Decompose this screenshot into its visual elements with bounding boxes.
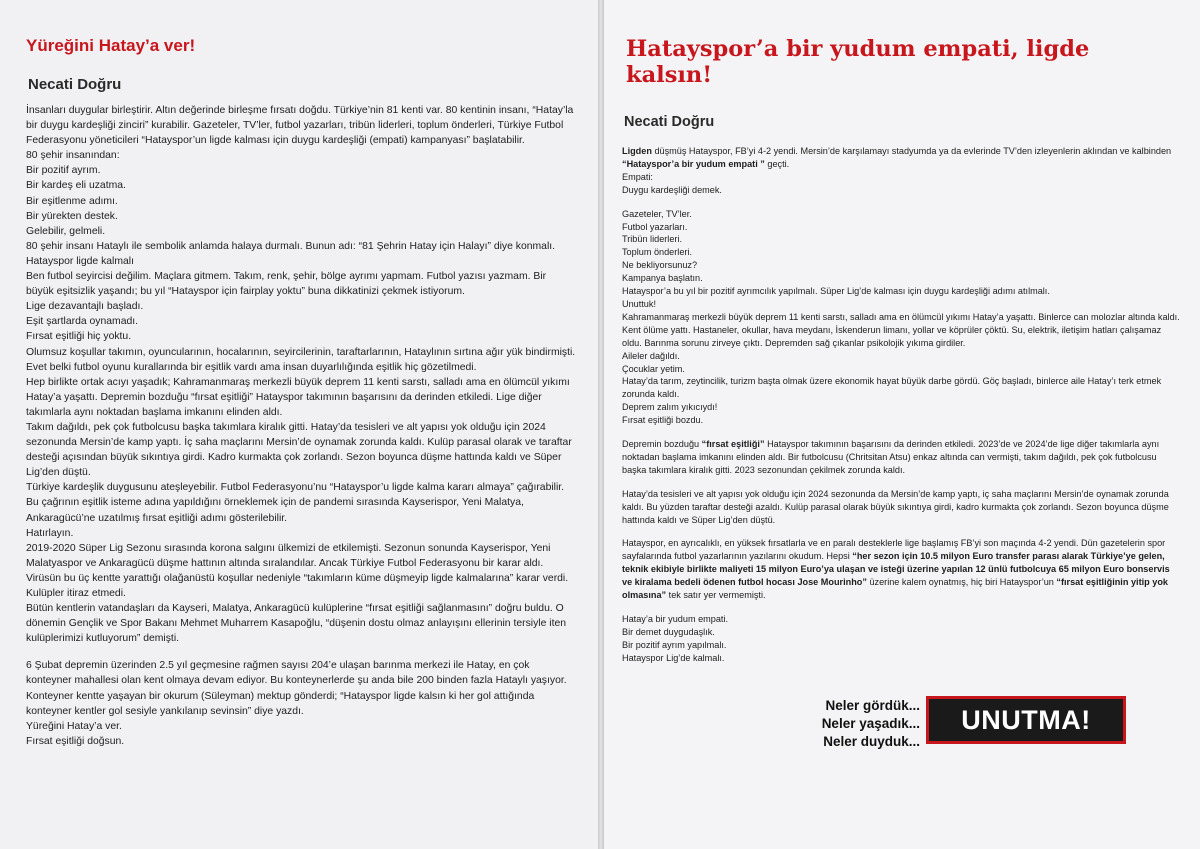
intro-bold-quote: “Hatayspor’a bir yudum empati ” [622, 158, 765, 169]
left-paragraph: Bir eşitlenme adımı. [26, 195, 118, 207]
para-text: Hatayspor takımının başarısını da derinden etkiledi. 2023’de ve 2024’de lige diğer takımlarla aynı noktadan başlama imkanını elinden aldı. Bir futbolcusu (Chritsitan Atsu) enkaz altında can vermişti, takım dağıldı, pek çok futbolcusu başka takımlara kiralık gitti. 2023 sezonundan çekilmek zorunda kaldı. [622, 439, 1160, 475]
slogan-line: Neler duyduk... [823, 734, 920, 749]
para-text: üzerine kalem oynatmış, hiç biri Hatayspor’un [866, 577, 1057, 588]
left-headline: Yüreğini Hatay’a ver! [26, 36, 196, 55]
right-line: Hatay’da tarım, zeytincilik, turizm başta olmak üzere ekonomik hayat büyük darbe gördü. Göç başladı, binlerce aile Hatay’ı terk etmek zorunda kaldı. [622, 376, 1162, 400]
intro-text-end: geçti. [764, 158, 790, 169]
para-bold: “fırsat eşitliği” [701, 439, 765, 450]
right-line: Aileler dağıldı. [622, 350, 680, 361]
para-bold: “fırsat eşitliğinin yitip yok olmasına” [622, 577, 1168, 601]
right-page [604, 0, 1200, 849]
left-paragraph: 6 Şubat depremin üzerinden 2.5 yıl geçmesine rağmen sayısı 204’e ulaşan barınma merkezi ile Hatay, en çok konteyner mahallesi olan kent olmaya devam ediyor. Bu konteynerlerde şu anda bile 200 binden fazla Hataylı yaşıyor. Konteyner kentte yaşayan bir okurum (Süleyman) mektup gönderdi; “Hatayspor ligde kalsın ki her gol attığında konteyner kentler gol sesiyle yankılanıp sevinsin” diye yazdı. [26, 660, 567, 717]
right-line: Çocuklar yetim. [622, 363, 685, 374]
slogan-line: Neler yaşadık... [821, 716, 920, 731]
left-paragraph: Fırsat eşitliği hiç yoktu. [26, 331, 132, 343]
intro-bold-lead: Ligden [622, 146, 652, 156]
right-line: Empati: [622, 171, 653, 182]
right-article-body [622, 145, 1180, 665]
right-line: Ne bekliyorsunuz? [622, 260, 698, 271]
left-paragraph: Hatırlayın. [26, 527, 74, 539]
right-line: Hatayspor’a bu yıl bir pozitif ayrımcılık yapılmalı. Süper Lig’de kalması için duygu kardeşliği adımı atılmalı. [622, 286, 1050, 297]
left-paragraph: Fırsat eşitliği doğsun. [26, 735, 125, 747]
right-line: Fırsat eşitliği bozdu. [622, 415, 704, 426]
left-paragraph: Eşit şartlarda oynamadı. [26, 316, 139, 328]
right-line: Kampanya başlatın. [622, 273, 703, 284]
left-paragraph: Olumsuz koşullar takımın, oyuncularının, hocalarının, seyircilerinin, taraftarlarının, Hataylının sırtına ağır yük bindirmişti. Evet belki futbol oyunu kurallarında bir eşitlik vardı ama insan duyarlılığında eşitlik hiç gözetilmedi. [26, 346, 576, 373]
right-line: Duygu kardeşliği demek. [622, 184, 722, 195]
right-closing-line: Bir demet duygudaşlık. [622, 626, 715, 637]
unutma-slogan [800, 694, 1140, 754]
left-paragraph: 2019-2020 Süper Lig Sezonu sırasında korona salgını ülkemizi de etkilemişti. Sezonun sonunda Kayserispor, Yeni Malatyaspor ve Ankaragücü düşme hattının altında sıralandılar. Ancak Türkiye Futbol Federasyonu bir karar aldı. Virüsün bu üç kentte yarattığı olağanüstü koşullar nedeniyle “takımların küme düşmeyip ligde kalmalarına” karar verdi. [26, 542, 569, 584]
para-text: Depremin bozduğu [622, 439, 702, 450]
left-paragraph: Kulüpler itiraz etmedi. [26, 588, 126, 599]
left-paragraph: Lige dezavantajlı başladı. [26, 301, 144, 313]
left-paragraph: Bir pozitif ayrım. [26, 165, 101, 177]
right-line: Deprem zalım yıkıcıydı! [622, 402, 718, 413]
right-closing-line: Hatay’a bir yudum empati. [622, 614, 728, 624]
paragraph-spacer [622, 526, 1180, 537]
left-paragraph: Bir yürekten destek. [26, 210, 118, 222]
right-line: Gazeteler, TV’ler. [622, 208, 692, 219]
left-paragraph: 80 şehir insanından: [26, 150, 120, 162]
right-headline: Hatayspor’a bir yudum empati, ligde kalsın! [626, 36, 1090, 88]
left-paragraph: Bütün kentlerin vatandaşları da Kayseri, Malatya, Ankaragücü kulüplerine “fırsat eşitliği sağlanmasını” doğru buldu. O dönemin Gençlik ve Spor Bakanı Mehmet Muharrem Kasapoğlu, “düşenin dostu olmaz anlayışını ellerinin tersiyle iten kulüplerimizi kutluyorum” demişti. [26, 603, 567, 645]
paragraph-spacer [622, 197, 1180, 208]
right-closing-line: Bir pozitif ayrım yapılmalı. [622, 639, 727, 650]
right-line: Futbol yazarları. [622, 221, 688, 232]
left-paragraph: Gelebilir, gelmeli. [26, 225, 106, 237]
para-bold: “her sezon için 10.5 milyon Euro transfer parası alarak Türkiye’ye gelen, teknik ekibiyle birlikte maliyeti 15 milyon Euro’ya ulaşan ve isteği üzerine yapılan 12 ünlü futbolcuya 65 milyon Euro bonservis ve kiralama bedeli ödenen futbol hocası Jose Mourinho” [622, 551, 1170, 588]
paragraph-spacer [622, 602, 1180, 613]
right-author: Necati Doğru [624, 114, 715, 130]
left-paragraph: Türkiye kardeşlik duygusunu ateşleyebilir. Futbol Federasyonu’nu “Hatayspor’u ligde kalma kararı almaya” çağırabilir. Bu çağrının eşitlik isteme adına yapıldığını örneklemek için de pandemi sırasında Kayserispor, Yeni Malatya, Ankaragücü’ne uzatılmış fırsat eşitliği adımı gösterilebilir. [26, 482, 565, 524]
left-page [0, 0, 598, 849]
intro-text: düşmüş Hatayspor, FB’yi 4-2 yendi. Mersin’de karşılamayı stadyumda ya da evlerinde TV’den izleyenlerin aklından ve kalbinden [651, 146, 1172, 156]
slogan-line: Neler gördük... [825, 698, 920, 713]
left-paragraph: Takım dağıldı, pek çok futbolcusu başka takımlara kiralık gitti. Hatay’da tesisleri ve alt yapısı yok olduğu için 2024 sezonunda Mersin’de kamp yaptı. İç saha maçlarını Mersin’de oynamak zorunda kaldı. Kulüp parasal olarak ve taraftar desteği açısından büyük sıkıntıya girdi. Kadro kurmakta çok zorlandı. Sezon boyunca düşme hattında kaldı ve Süper Lig’den düştü. [26, 421, 572, 479]
left-paragraph: Hep birlikte ortak acıyı yaşadık; Kahramanmaraş merkezli büyük deprem 11 kenti sarstı, salladı ama en ölümcül yıkımı Hatay’a yaşattı. Depremin bozduğu “fırsat eşitliği” Hatayspor takımının başarısını da derinden etkiledi. Lige diğer takımlarla aynı noktadan başlama imkanını elinden aldı. [26, 376, 570, 418]
para-text: tek satır yer vermemişti. [666, 590, 766, 601]
paragraph-spacer [622, 477, 1180, 488]
right-intro [622, 145, 1180, 171]
left-paragraph: 80 şehir insanı Hataylı ile sembolik anlamda halaya durmalı. Bunun adı: “81 Şehrin Hatay için Halayı” diye konmalı. [26, 240, 556, 252]
left-paragraph: Yüreğini Hatay’a ver. [26, 720, 122, 732]
unutma-badge: UNUTMA! [926, 696, 1126, 744]
right-line: Unuttuk! [622, 298, 656, 309]
slogan-lines [800, 697, 920, 751]
left-paragraph: Ben futbol seyircisi değilim. Maçlara gitmem. Takım, renk, şehir, bölge ayrımı yapmam. Futbol yazısı yazmam. Bir büyük eşitsizlik yaşandı; bu yıl “Hatayspor için fairplay yoktu” buna dikkatinizi çekmek istiyorum. [26, 271, 547, 298]
right-paragraph-mersin: Hatay’da tesisleri ve alt yapısı yok olduğu için 2024 sezonunda da Mersin’de kamp yaptı, iç saha maçlarını Mersin’de oynamak zorunda kaldı. Bu yüzden taraftar desteği azaldı. Kulüp parasal olarak büyük sıkıntıya girdi, kadro kurmakta çok zorlandı. Sezon boyunca düşme hattında kaldı ve Süper Lig’den düştü. [622, 488, 1169, 525]
right-paragraph-deprem [622, 438, 1180, 477]
right-closing-line: Hatayspor Lig’de kalmalı. [622, 652, 725, 663]
right-line: Kahramanmaraş merkezli büyük deprem 11 kenti sarstı, salladı ama en ölümcül yıkımı Hatay’a yaşattı. Binlerce can molozlar altında kaldı. Kent ölüme yattı. Hastaneler, okullar, hava meydanı, İskenderun limanı, yollar ve köprüler çöktü. Su, elektrik, iletişim hatları çalışamaz oldu. Barınma sorunu zirveye çıktı. Depremden sağ çıkanlar psikolojik yıkıma girdiler. [622, 311, 1180, 348]
paragraph-spacer [26, 646, 576, 658]
paragraph-spacer [622, 427, 1180, 438]
left-paragraph: Bir kardeş eli uzatma. [26, 180, 126, 192]
left-subhead: Hatayspor ligde kalmalı [26, 255, 134, 267]
para-text: Hatayspor, en ayrıcalıklı, en yüksek fırsatlarla ve en paralı desteklerle lige başlamış FB’yi son maçında 4-2 yendi. Dün gazetelerin spor sayfalarında futbol yazarlarının yazılarını okudum. Hepsi [622, 538, 1166, 562]
left-article-body [26, 103, 576, 749]
left-paragraph: İnsanları duygular birleştirir. Altın değerinde birleşme fırsatı doğdu. Türkiye’nin 81 kenti var. 80 kentinin insanı, “Hatay’la bir duygu kardeşliği zinciri” kurabilir. Gazeteler, TV’ler, futbol yazarları, tribün liderleri, toplum önderleri, Türkiye Futbol Federasyonu yöneticileri “Hatayspor’un ligde kalması için duygu kardeşliği (empati) kampanyası” başlatabilir. [26, 105, 574, 147]
right-paragraph-fb [622, 537, 1180, 602]
right-line: Toplum önderleri. [622, 247, 692, 258]
right-line: Tribün liderleri. [622, 234, 683, 245]
left-author: Necati Doğru [28, 76, 122, 93]
